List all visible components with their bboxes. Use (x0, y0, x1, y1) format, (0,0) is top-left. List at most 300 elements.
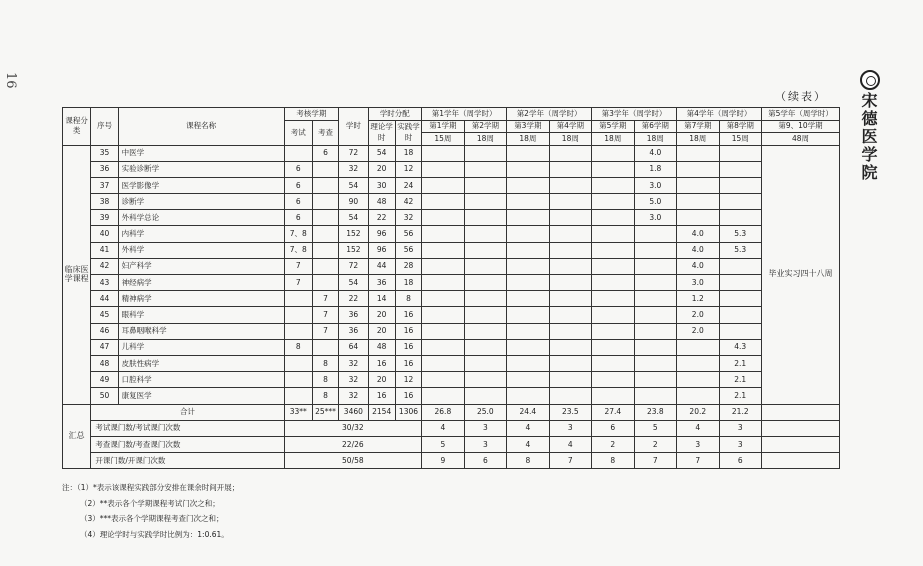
course-check-term (312, 242, 338, 258)
course-practice-hours: 16 (395, 339, 421, 355)
course-term-6-hours (634, 355, 676, 371)
course-term-4-hours (549, 194, 591, 210)
course-row (63, 177, 840, 193)
course-term-4-hours (549, 388, 591, 404)
summary-term-8: 6 (719, 453, 761, 469)
course-practice-hours: 12 (395, 161, 421, 177)
course-term-1-hours (422, 275, 464, 291)
course-term-4-hours (549, 323, 591, 339)
course-term-6-hours: 5.0 (634, 194, 676, 210)
header-term-3: 第3学期 (507, 120, 549, 133)
course-term-4-hours (549, 161, 591, 177)
course-term-4-hours (549, 145, 591, 161)
course-term-5-hours (592, 372, 634, 388)
course-term-6-hours: 3.0 (634, 210, 676, 226)
header-theory: 理论学时 (368, 120, 395, 145)
course-term-1-hours (422, 307, 464, 323)
course-term-5-hours (592, 388, 634, 404)
course-seq: 37 (91, 177, 118, 193)
course-exam-term: 6 (284, 194, 312, 210)
course-row (63, 339, 840, 355)
course-term-2-hours (464, 177, 506, 193)
course-practice-hours: 24 (395, 177, 421, 193)
summary-term-7: 4 (677, 420, 719, 436)
curriculum-table (62, 107, 840, 469)
course-term-5-hours (592, 291, 634, 307)
header-year-2: 第2学年（周学时） (507, 108, 592, 121)
course-exam-term (284, 323, 312, 339)
course-check-term: 8 (312, 388, 338, 404)
course-hours: 22 (339, 291, 368, 307)
course-term-5-hours (592, 161, 634, 177)
header-term-6: 第6学期 (634, 120, 676, 133)
course-practice-hours: 16 (395, 355, 421, 371)
course-name: 神经病学 (118, 275, 284, 291)
course-term-5-hours (592, 258, 634, 274)
course-practice-hours: 16 (395, 388, 421, 404)
course-term-8-hours (719, 275, 761, 291)
summary-term-9-10 (762, 420, 840, 436)
course-term-7-hours (677, 161, 719, 177)
course-term-5-hours (592, 323, 634, 339)
course-seq: 47 (91, 339, 118, 355)
summary-row-value: 22/26 (284, 436, 422, 452)
course-hours: 32 (339, 355, 368, 371)
continued-label: （续表） (775, 90, 827, 103)
total-term-5: 27.4 (592, 404, 634, 420)
course-term-3-hours (507, 307, 549, 323)
header-exam-term: 考核学期 (284, 108, 339, 121)
course-term-7-hours: 4.0 (677, 226, 719, 242)
course-theory-hours: 48 (368, 194, 395, 210)
course-theory-hours: 20 (368, 372, 395, 388)
course-term-1-hours (422, 323, 464, 339)
total-exam: 33** (284, 404, 312, 420)
course-exam-term: 7 (284, 258, 312, 274)
course-term-6-hours (634, 242, 676, 258)
header-term-4: 第4学期 (549, 120, 591, 133)
course-term-7-hours (677, 194, 719, 210)
course-term-2-hours (464, 339, 506, 355)
notes-section (62, 480, 239, 542)
course-term-2-hours (464, 161, 506, 177)
course-term-5-hours (592, 275, 634, 291)
summary-term-3: 4 (507, 436, 549, 452)
course-seq: 46 (91, 323, 118, 339)
header-weeks-9-10: 48周 (762, 133, 840, 146)
course-term-3-hours (507, 275, 549, 291)
course-seq: 44 (91, 291, 118, 307)
header-practice: 实践学时 (395, 120, 421, 145)
summary-row (63, 420, 840, 436)
course-term-5-hours (592, 242, 634, 258)
course-term-4-hours (549, 258, 591, 274)
header-year-1: 第1学年（周学时） (422, 108, 507, 121)
course-row (63, 194, 840, 210)
course-seq: 35 (91, 145, 118, 161)
course-term-2-hours (464, 210, 506, 226)
course-theory-hours: 36 (368, 275, 395, 291)
total-term-1: 26.8 (422, 404, 464, 420)
course-term-8-hours: 5.3 (719, 242, 761, 258)
course-term-6-hours (634, 275, 676, 291)
course-check-term: 7 (312, 291, 338, 307)
course-exam-term: 7 (284, 275, 312, 291)
course-term-6-hours (634, 323, 676, 339)
course-term-1-hours (422, 372, 464, 388)
course-term-6-hours: 4.0 (634, 145, 676, 161)
header-term-1: 第1学期 (422, 120, 464, 133)
course-term-5-hours (592, 339, 634, 355)
course-theory-hours: 48 (368, 339, 395, 355)
course-theory-hours: 22 (368, 210, 395, 226)
course-term-6-hours: 3.0 (634, 177, 676, 193)
course-term-3-hours (507, 388, 549, 404)
summary-term-1: 9 (422, 453, 464, 469)
course-row (63, 323, 840, 339)
course-row (63, 355, 840, 371)
header-term-7: 第7学期 (677, 120, 719, 133)
course-exam-term: 6 (284, 161, 312, 177)
course-name: 皮肤性病学 (118, 355, 284, 371)
course-seq: 40 (91, 226, 118, 242)
summary-term-2: 3 (464, 436, 506, 452)
course-check-term: 7 (312, 323, 338, 339)
course-term-3-hours (507, 339, 549, 355)
course-row (63, 145, 840, 161)
course-seq: 45 (91, 307, 118, 323)
course-practice-hours: 42 (395, 194, 421, 210)
course-seq: 42 (91, 258, 118, 274)
course-term-8-hours: 2.1 (719, 372, 761, 388)
header-weeks-1: 15周 (422, 133, 464, 146)
summary-term-3: 4 (507, 420, 549, 436)
summary-term-9-10 (762, 436, 840, 452)
header-course-name: 课程名称 (118, 108, 284, 146)
course-practice-hours: 18 (395, 275, 421, 291)
summary-term-5: 8 (592, 453, 634, 469)
course-practice-hours: 56 (395, 242, 421, 258)
course-term-7-hours: 2.0 (677, 323, 719, 339)
course-term-8-hours: 4.3 (719, 339, 761, 355)
course-hours: 32 (339, 388, 368, 404)
course-term-5-hours (592, 226, 634, 242)
course-exam-term (284, 307, 312, 323)
course-term-8-hours (719, 307, 761, 323)
course-term-7-hours: 1.2 (677, 291, 719, 307)
course-term-8-hours (719, 194, 761, 210)
summary-term-8: 3 (719, 436, 761, 452)
course-row (63, 210, 840, 226)
header-weeks-7: 18周 (677, 133, 719, 146)
course-row (63, 226, 840, 242)
course-exam-term (284, 372, 312, 388)
course-row (63, 307, 840, 323)
header-exam: 考试 (284, 120, 312, 145)
total-row (63, 404, 840, 420)
course-term-8-hours: 5.3 (719, 226, 761, 242)
course-term-2-hours (464, 388, 506, 404)
course-theory-hours: 44 (368, 258, 395, 274)
course-seq: 48 (91, 355, 118, 371)
course-seq: 43 (91, 275, 118, 291)
course-term-5-hours (592, 210, 634, 226)
header-hour-alloc: 学时分配 (368, 108, 422, 121)
note-4: （4）理论学时与实践学时比例为：1:0.61。 (80, 529, 229, 539)
course-term-7-hours: 3.0 (677, 275, 719, 291)
course-practice-hours: 28 (395, 258, 421, 274)
course-row (63, 242, 840, 258)
summary-row (63, 436, 840, 452)
total-theory: 2154 (368, 404, 395, 420)
total-term-2: 25.0 (464, 404, 506, 420)
course-name: 诊断学 (118, 194, 284, 210)
course-term-1-hours (422, 161, 464, 177)
header-term-5: 第5学期 (592, 120, 634, 133)
course-term-3-hours (507, 226, 549, 242)
course-term-6-hours (634, 258, 676, 274)
summary-row (63, 453, 840, 469)
college-seal-icon (860, 70, 880, 90)
header-check: 考查 (312, 120, 338, 145)
header-year-4: 第4学年（周学时） (677, 108, 762, 121)
total-term-8: 21.2 (719, 404, 761, 420)
course-exam-term (284, 145, 312, 161)
course-exam-term (284, 355, 312, 371)
summary-row-value: 30/32 (284, 420, 422, 436)
course-term-7-hours: 4.0 (677, 242, 719, 258)
course-practice-hours: 8 (395, 291, 421, 307)
summary-term-5: 6 (592, 420, 634, 436)
total-label: 合计 (91, 404, 284, 420)
note-1: 注：（1）*表示该课程实践部分安排在课余时间开展； (62, 483, 240, 492)
course-practice-hours: 16 (395, 307, 421, 323)
course-term-3-hours (507, 355, 549, 371)
course-theory-hours: 96 (368, 226, 395, 242)
course-term-7-hours (677, 177, 719, 193)
course-term-4-hours (549, 307, 591, 323)
course-check-term (312, 275, 338, 291)
course-hours: 72 (339, 258, 368, 274)
course-hours: 36 (339, 307, 368, 323)
header-weeks-5: 18周 (592, 133, 634, 146)
course-row (63, 388, 840, 404)
course-term-3-hours (507, 323, 549, 339)
category-label: 临床医学课程 (63, 145, 91, 404)
note-3: （3）***表示各个学期课程考查门次之和； (80, 514, 224, 523)
course-theory-hours: 20 (368, 161, 395, 177)
course-term-3-hours (507, 291, 549, 307)
course-term-3-hours (507, 210, 549, 226)
course-check-term: 8 (312, 355, 338, 371)
course-term-8-hours (719, 161, 761, 177)
total-practice: 1306 (395, 404, 421, 420)
course-term-2-hours (464, 291, 506, 307)
header-term-8: 第8学期 (719, 120, 761, 133)
course-term-2-hours (464, 355, 506, 371)
course-name: 实验诊断学 (118, 161, 284, 177)
course-term-3-hours (507, 258, 549, 274)
course-check-term (312, 194, 338, 210)
course-name: 外科学总论 (118, 210, 284, 226)
course-term-6-hours (634, 226, 676, 242)
course-term-1-hours (422, 177, 464, 193)
course-row (63, 258, 840, 274)
course-term-3-hours (507, 372, 549, 388)
summary-row-label: 考试课门数/考试课门次数 (91, 420, 284, 436)
summary-term-2: 6 (464, 453, 506, 469)
course-hours: 152 (339, 226, 368, 242)
header-year-5: 第5学年（周学时） (762, 108, 840, 121)
course-term-6-hours (634, 388, 676, 404)
course-row (63, 291, 840, 307)
header-category: 课程分类 (63, 108, 91, 146)
course-term-4-hours (549, 275, 591, 291)
course-term-8-hours (719, 323, 761, 339)
course-practice-hours: 56 (395, 226, 421, 242)
course-seq: 36 (91, 161, 118, 177)
course-name: 口腔科学 (118, 372, 284, 388)
course-term-4-hours (549, 291, 591, 307)
course-term-7-hours (677, 339, 719, 355)
course-term-1-hours (422, 355, 464, 371)
course-name: 中医学 (118, 145, 284, 161)
total-term-3: 24.4 (507, 404, 549, 420)
course-theory-hours: 20 (368, 307, 395, 323)
course-term-6-hours: 1.8 (634, 161, 676, 177)
course-term-4-hours (549, 210, 591, 226)
summary-label: 汇总 (63, 404, 91, 469)
course-exam-term: 8 (284, 339, 312, 355)
summary-term-6: 5 (634, 420, 676, 436)
course-practice-hours: 32 (395, 210, 421, 226)
header-hours: 学时 (339, 108, 368, 146)
course-term-5-hours (592, 194, 634, 210)
course-term-2-hours (464, 258, 506, 274)
summary-term-7: 7 (677, 453, 719, 469)
course-term-3-hours (507, 177, 549, 193)
course-check-term: 8 (312, 372, 338, 388)
course-term-1-hours (422, 388, 464, 404)
total-term-7: 20.2 (677, 404, 719, 420)
course-seq: 39 (91, 210, 118, 226)
course-term-7-hours (677, 388, 719, 404)
course-practice-hours: 12 (395, 372, 421, 388)
total-term-6: 23.8 (634, 404, 676, 420)
course-name: 医学影像学 (118, 177, 284, 193)
course-term-7-hours (677, 210, 719, 226)
course-seq: 50 (91, 388, 118, 404)
course-term-1-hours (422, 291, 464, 307)
course-term-4-hours (549, 339, 591, 355)
total-hours: 3460 (339, 404, 368, 420)
course-term-1-hours (422, 145, 464, 161)
header-weeks-6: 18周 (634, 133, 676, 146)
summary-term-4: 4 (549, 436, 591, 452)
course-term-7-hours (677, 372, 719, 388)
summary-term-8: 3 (719, 420, 761, 436)
course-theory-hours: 20 (368, 323, 395, 339)
page-number: 16 (3, 72, 18, 89)
course-term-8-hours (719, 210, 761, 226)
course-theory-hours: 14 (368, 291, 395, 307)
course-row (63, 372, 840, 388)
total-term-4: 23.5 (549, 404, 591, 420)
internship-label: 毕业实习四十八周 (762, 145, 840, 404)
course-hours: 32 (339, 372, 368, 388)
course-practice-hours: 18 (395, 145, 421, 161)
college-logo (836, 70, 916, 270)
course-name: 康复医学 (118, 388, 284, 404)
course-term-1-hours (422, 258, 464, 274)
course-term-5-hours (592, 177, 634, 193)
summary-term-4: 3 (549, 420, 591, 436)
course-term-8-hours (719, 258, 761, 274)
header-weeks-8: 15周 (719, 133, 761, 146)
summary-term-5: 2 (592, 436, 634, 452)
course-term-6-hours (634, 339, 676, 355)
course-term-7-hours: 4.0 (677, 258, 719, 274)
course-hours: 32 (339, 161, 368, 177)
course-term-8-hours: 2.1 (719, 355, 761, 371)
course-name: 内科学 (118, 226, 284, 242)
course-term-3-hours (507, 161, 549, 177)
header-weeks-2: 18周 (464, 133, 506, 146)
course-check-term (312, 226, 338, 242)
course-check-term (312, 161, 338, 177)
summary-term-6: 2 (634, 436, 676, 452)
course-term-8-hours (719, 291, 761, 307)
course-term-2-hours (464, 145, 506, 161)
course-hours: 90 (339, 194, 368, 210)
course-hours: 54 (339, 177, 368, 193)
summary-term-6: 7 (634, 453, 676, 469)
course-term-8-hours: 2.1 (719, 388, 761, 404)
course-term-2-hours (464, 242, 506, 258)
course-hours: 36 (339, 323, 368, 339)
course-term-2-hours (464, 372, 506, 388)
course-term-4-hours (549, 242, 591, 258)
course-exam-term: 7、8 (284, 242, 312, 258)
summary-row-label: 开课门数/开课门次数 (91, 453, 284, 469)
course-seq: 38 (91, 194, 118, 210)
course-exam-term: 6 (284, 210, 312, 226)
course-row (63, 161, 840, 177)
course-term-4-hours (549, 177, 591, 193)
course-term-1-hours (422, 194, 464, 210)
course-term-3-hours (507, 194, 549, 210)
summary-term-3: 8 (507, 453, 549, 469)
course-term-3-hours (507, 145, 549, 161)
total-term-9-10 (762, 404, 840, 420)
course-check-term (312, 210, 338, 226)
summary-term-9-10 (762, 453, 840, 469)
course-term-6-hours (634, 291, 676, 307)
course-term-4-hours (549, 355, 591, 371)
course-hours: 54 (339, 275, 368, 291)
course-name: 儿科学 (118, 339, 284, 355)
summary-term-4: 7 (549, 453, 591, 469)
course-term-5-hours (592, 355, 634, 371)
course-term-8-hours (719, 145, 761, 161)
course-term-2-hours (464, 194, 506, 210)
course-check-term: 6 (312, 145, 338, 161)
course-hours: 54 (339, 210, 368, 226)
summary-term-1: 4 (422, 420, 464, 436)
course-term-5-hours (592, 145, 634, 161)
course-seq: 49 (91, 372, 118, 388)
course-term-8-hours (719, 177, 761, 193)
